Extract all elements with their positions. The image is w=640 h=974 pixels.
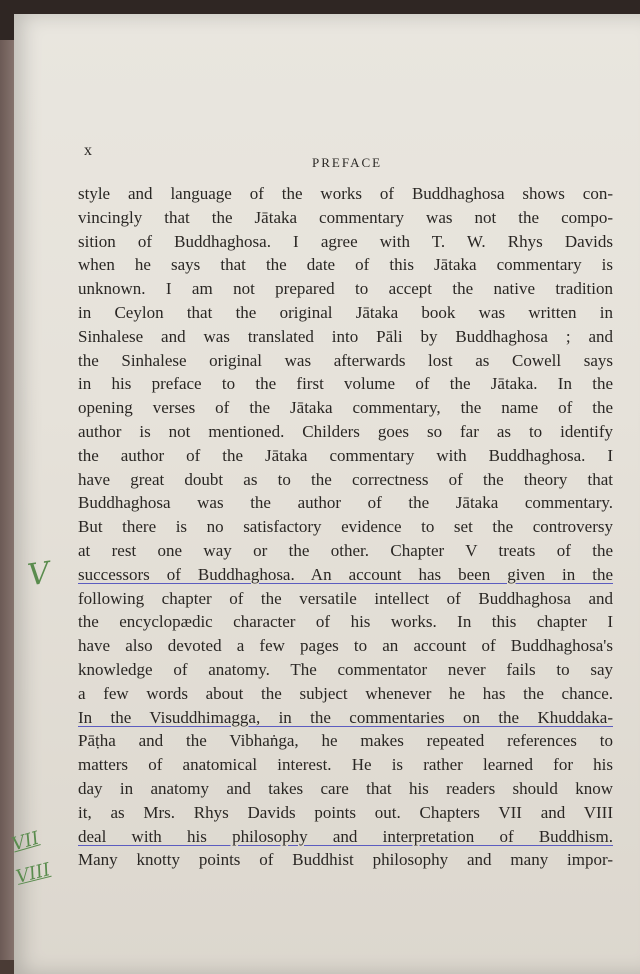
text-line: the Sinhalese original was afterwards lost as Cowell says (78, 350, 613, 370)
text-line: opening verses of the Jātaka commentary, the name of the (78, 398, 613, 418)
text-line: the author of the Jātaka commentary with Buddhaghosa. I (78, 445, 613, 465)
text-line: the encyclopædic character of his works. In this chapter I (78, 612, 613, 632)
text-line: following chapter of the versatile intellect of Buddhaghosa and (78, 588, 613, 608)
text-line: Buddhaghosa was the author of the Jātaka commentary. (78, 493, 613, 513)
text-line: in Ceylon that the original Jātaka book was written in (78, 302, 613, 322)
text-line: it, as Mrs. Rhys Davids points out. Chapters VII and VIII (78, 802, 613, 822)
text-line: at rest one way or the other. Chapter V treats of the (78, 540, 613, 560)
text-line: day in anatomy and takes care that his readers should know (78, 778, 613, 798)
text-line: a few words about the subject whenever he has the chance. (78, 683, 613, 703)
text-line: vincingly that the Jātaka commentary was not the compo- (78, 207, 613, 227)
text-line: Sinhalese and was translated into Pāli by Buddhaghosa ; and (78, 326, 613, 346)
text-line: sition of Buddhaghosa. I agree with T. W. Rhys Davids (78, 231, 613, 251)
text-line: But there is no satisfactory evidence to set the controversy (78, 517, 613, 537)
text-line: unknown. I am not prepared to accept the native tradition (78, 279, 613, 299)
body-text (78, 182, 613, 872)
text-line: author is not mentioned. Childers goes so far as to identify (78, 421, 613, 441)
margin-note-chapter-v: V (25, 555, 53, 594)
margin-note-chapter-vii: VII (9, 827, 42, 856)
text-line: Pāṭha and the Vibhaṅga, he makes repeated references to (78, 731, 613, 751)
text-line: when he says that the date of this Jātaka commentary is (78, 255, 613, 275)
text-line: style and language of the works of Buddhaghosa shows con- (78, 184, 613, 203)
text-line: have also devoted a few pages to an account of Buddhaghosa's (78, 636, 613, 656)
text-line-underlined: successors of Buddhaghosa. An account has been given in the (78, 564, 613, 584)
margin-note-chapter-viii: VIII (13, 859, 53, 888)
text-line-underlined: deal with his philosophy and interpretation of Buddhism. (78, 826, 613, 846)
text-line-underlined: In the Visuddhimagga, in the commentaries on the Khuddaka- (78, 707, 613, 727)
running-header: PREFACE (312, 155, 383, 170)
text-line: have great doubt as to the correctness of the theory that (78, 469, 613, 489)
text-line: knowledge of anatomy. The commentator never fails to say (78, 659, 613, 679)
page-number: x (84, 142, 93, 159)
text-line: matters of anatomical interest. He is rather learned for his (78, 755, 613, 775)
text-line: in his preface to the first volume of the Jātaka. In the (78, 374, 613, 394)
text-line: Many knotty points of Buddhist philosophy and many impor- (78, 850, 613, 870)
